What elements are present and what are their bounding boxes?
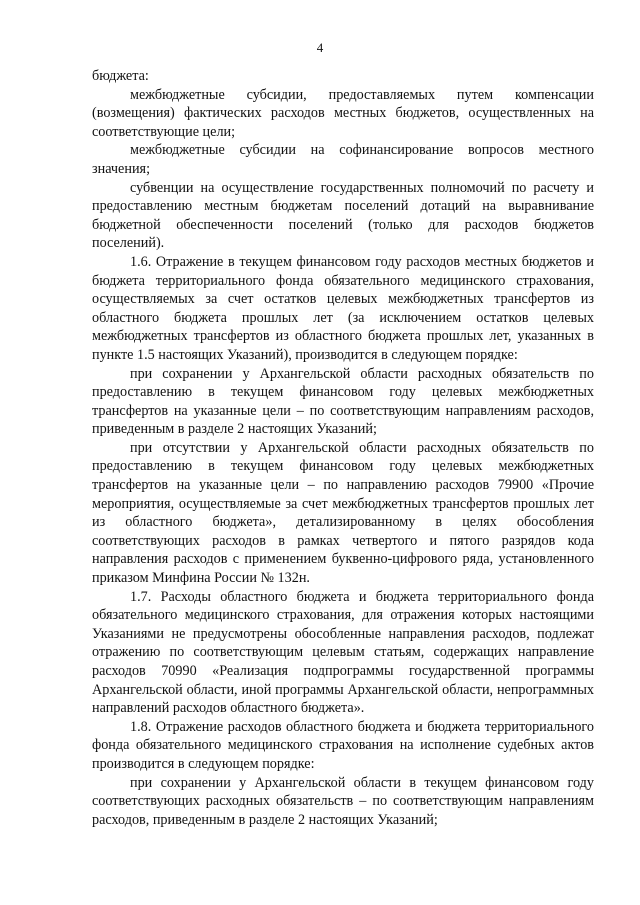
- paragraph: межбюджетные субсидии, предоставляемых путем компенсации (возмещения) фактических расходов местных бюджетов, осуществленных на соответствующие цели;: [92, 86, 594, 140]
- page-number: 4: [316, 40, 324, 55]
- paragraph: при сохранении у Архангельской области расходных обязательств по предоставлению в текущем финансовом году целевых межбюджетных трансфертов на указанные цели – по соответствующим направлениям расходов, приведенным в разделе 2 настоящих Указаний;: [92, 365, 594, 438]
- paragraph: при сохранении у Архангельской области в текущем финансовом году соответствующих расходных обязательств – по соответствующим направлениям расходов, приведенным в разделе 2 настоящих Указаний;: [92, 774, 594, 828]
- paragraph: при отсутствии у Архангельской области расходных обязательств по предоставлению в текущем финансовом году целевых межбюджетных трансфертов на указанные цели – по направлению расходов 79900 «Прочие мероприятия, осуществляемые за счет межбюджетных трансфертов прошлых лет из областного бюджета», детализированному в целях обособления соответствующих расходов в рамках четвертого и пятого разрядов кода направления расходов с применением буквенно-цифрового ряда, установленного приказом Минфина России № 132н.: [92, 439, 594, 587]
- paragraph: 1.6. Отражение в текущем финансовом году расходов местных бюджетов и бюджета территориального фонда обязательного медицинского страхования, осуществляемых за счет остатков целевых межбюджетных трансфертов из областного бюджета прошлых лет (за исключением остатков целевых межбюджетных трансфертов из областного бюджета прошлых лет, указанных в пункте 1.5 настоящих Указаний), производится в следующем порядке:: [92, 253, 594, 363]
- paragraph: 1.8. Отражение расходов областного бюджета и бюджета территориального фонда обязательного медицинского страхования на исполнение судебных актов производится в следующем порядке:: [92, 718, 594, 772]
- paragraph: 1.7. Расходы областного бюджета и бюджета территориального фонда обязательного медицинского страхования, для отражения которых настоящими Указаниями не предусмотрены обособленные направления расходов, подлежат отражению по соответствующим целевым статьям, содержащих направление расходов 70990 «Реализация подпрограммы государственной программы Архангельской области, иной программы Архангельской области, непрограммных направлений расходов областного бюджета».: [92, 588, 594, 717]
- document-body: [92, 67, 594, 829]
- paragraph: межбюджетные субсидии на софинансирование вопросов местного значения;: [92, 142, 594, 177]
- paragraph: бюджета:: [92, 68, 149, 84]
- paragraph: субвенции на осуществление государственных полномочий по расчету и предоставлению местным бюджетам поселений дотаций на выравнивание бюджетной обеспеченности поселений (только для расходов бюджетов поселений).: [92, 179, 594, 252]
